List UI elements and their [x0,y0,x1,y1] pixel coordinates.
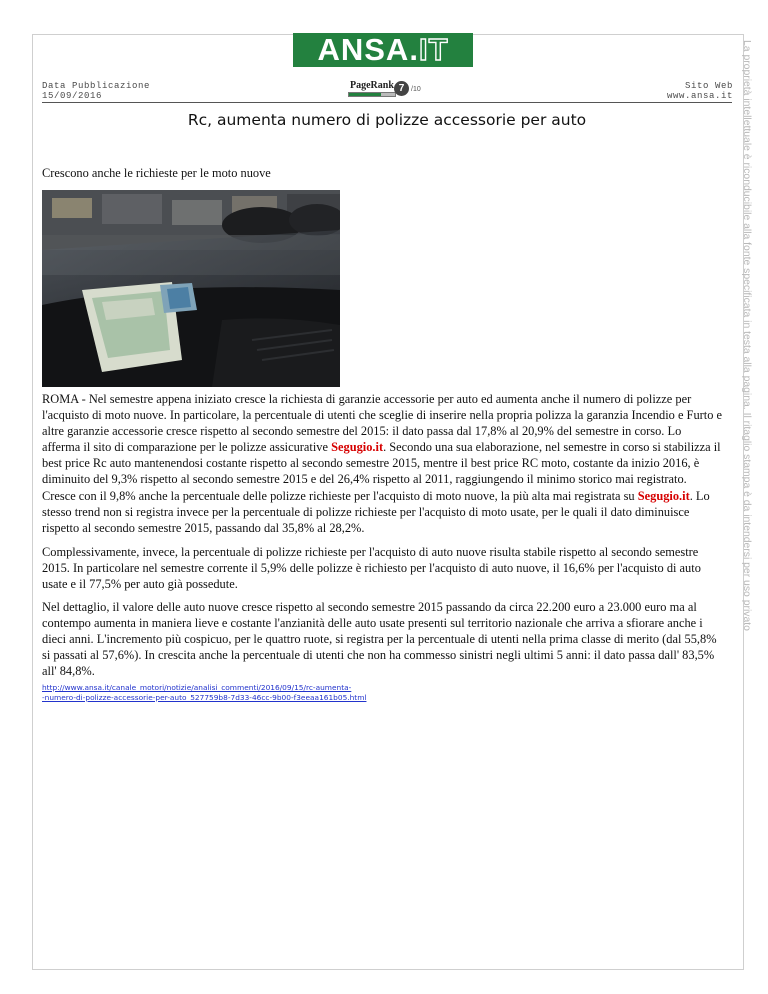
paragraph-1-text-a: ROMA - Nel semestre appena iniziato cresce la richiesta di garanzie accessorie per auto ed aumenta anche il numero di polizze per l'acquisto di moto nuove. In particolare, la percentuale di utenti che sceglie di inserire nella propria polizza la garanzia Incendio e Furto e altre garanzie accessorie cresce rispetto al secondo semestre del 2015: il dato passa dal 17,8% al 20,9% del semestre in corso. Lo afferma il sito di comparazione per le polizze assicurative [42,392,723,454]
article-paragraph-1 [42,391,722,487]
paragraph-2-text-b: . Lo stesso trend non si registra invece per la percentuale di polizze richieste per l'acquisto di moto usate, per le quali il dato diminuisce rispetto al secondo semestre 2015, passando dal 35,8% al 28,2%. [42,489,710,535]
article-paragraph-2 [42,488,722,536]
source-url-line-1[interactable]: http://www.ansa.it/canale_motori/notizie/analisi_commenti/2016/09/15/rc-aumenta- [42,683,352,692]
source-url-link[interactable] [42,683,442,703]
article-photo [42,190,340,387]
logo-dot: . [409,32,419,67]
segugio-link[interactable]: Segugio.it [331,440,384,454]
publication-date: 15/09/2016 [42,91,103,101]
paragraph-1-text-b: . Secondo una sua elaborazione, nel semestre in corso si stabilizza il best price Rc auto mantenendosi costante rispetto al secondo semestre 2015, mentre il best price RC moto, costante da inizio 2016, è diminuito del 9,3% rispetto al secondo semestre 2015 e del 26,4% rispetto al 2011, raggiungendo il minimo storico mai registrato. [42,440,721,486]
publication-info [42,81,150,101]
website-value: www.ansa.it [666,91,733,101]
pagerank-value: 7 [394,81,409,96]
paragraph-2-text-a: Cresce con il 9,8% anche la percentuale delle polizze richieste per l'acquisto di moto nuove, la più alta mai registrata su [42,489,638,503]
pagerank-widget [346,80,426,98]
pagerank-bar-fill [349,93,381,96]
article-paragraph-4: Nel dettaglio, il valore delle auto nuove cresce rispetto al secondo semestre 2015 passando da circa 22.200 euro a 23.000 euro ma al contempo aumenta in maniera lieve e costante l'anzianità delle auto usate presenti sul territorio nazionale che arriva a sfiorare anche i dieci anni. L'incremento più cospicuo, per le quattro ruote, si registra per la percentuale di utenti nella prima classe di merito (dal 55,8% si passati al 57,6%). In crescita anche la percentuale di utenti che non ha commesso sinistri negli ultimi 5 anni: il dato passa dall' 83,5% all' 84,8%. [42,600,717,678]
pagerank-max: /10 [411,86,421,93]
article-subtitle: Crescono anche le richieste per le moto nuove [42,166,271,180]
article-title: Rc, aumenta numero di polizze accessorie per auto [187,111,587,129]
source-url-line-2[interactable]: -numero-di-polizze-accessorie-per-auto_527759b8-7d33-46cc-9b00-f3eeaa161b05.html [42,693,367,702]
publication-label: Data Pubblicazione [42,81,151,91]
pagerank-bar [348,92,396,97]
pagerank-label: PageRank [350,80,394,91]
car-windshield-photo [42,190,340,387]
ansa-logo [293,33,473,67]
logo-suffix: IT [418,32,449,67]
article-paragraph-3: Complessivamente, invece, la percentuale di polizze richieste per l'acquisto di auto nuove risulta stabile rispetto al secondo semestre 2015. In particolare nel semestre corrente il 5,9% delle polizze è richiesto per l'acquisto di auto nuove, il 16,6% per l'acquisto di auto usate e il 77,5% per auto già possedute. [42,545,701,591]
website-info [667,81,733,101]
side-note-text: La proprietà intellettuale è riconducibile alla fonte specificata in testa alla pagina. Il ritaglio stampa è da intendersi per uso privato [741,40,752,631]
segugio-link[interactable]: Segugio.it [637,489,690,503]
header-divider [42,102,732,103]
logo-main: ANSA [317,32,410,67]
website-label: Sito Web [684,81,733,91]
